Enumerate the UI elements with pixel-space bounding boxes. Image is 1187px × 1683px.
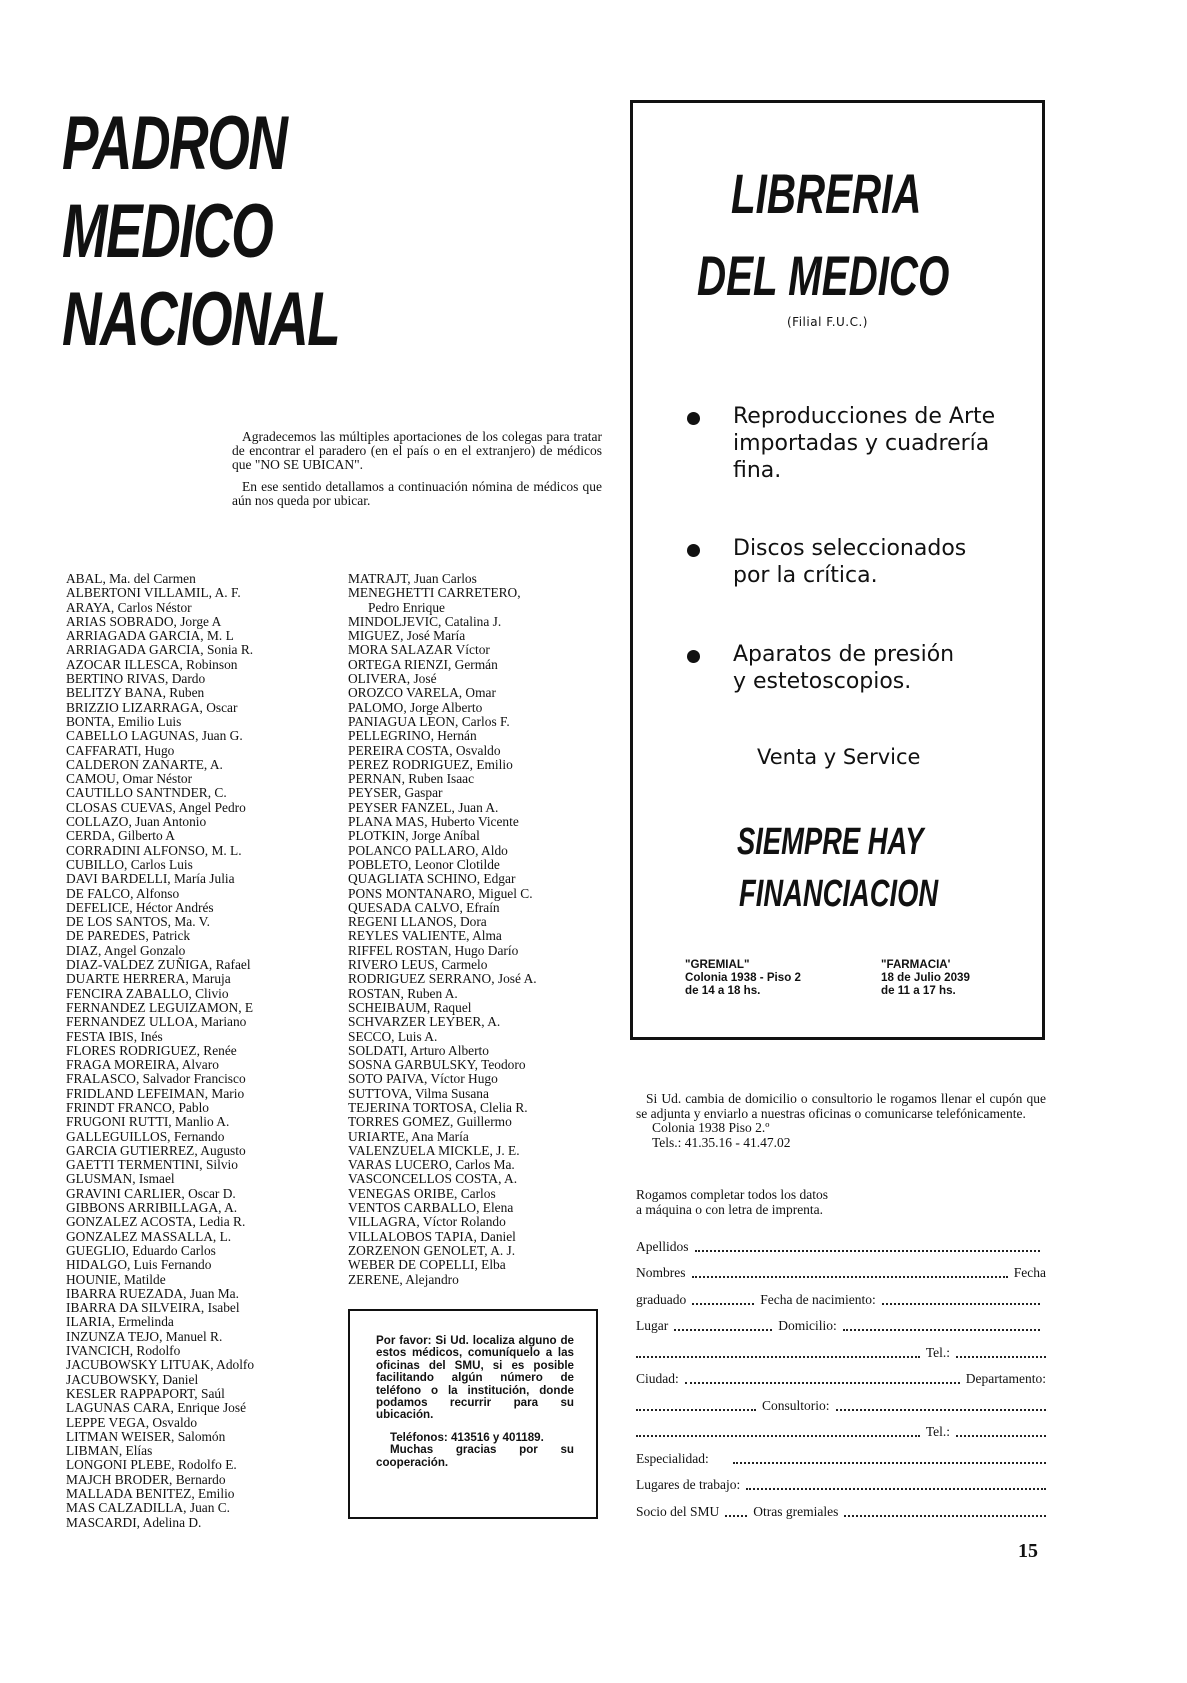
form-row-nombres — [636, 1263, 1046, 1281]
name-entry: ABAL, Ma. del Carmen — [66, 571, 196, 586]
intro-paragraph-1: Agradecemos las múltiples aportaciones de los colegas para tratar de encontrar el paradero (en el país o en el extranjero) de médicos que "NO SE UBICAN". — [232, 429, 602, 472]
name-entry: GONZALEZ MASSALLA, L. — [66, 1228, 232, 1244]
form-row-graduado — [636, 1290, 1046, 1308]
title-line-2: MEDICO — [62, 189, 273, 274]
name-entry: GUEGLIO, Eduardo Carlos — [66, 1242, 216, 1258]
name-entry: WEBER DE COPELLI, Elba — [348, 1257, 506, 1273]
name-entry: VASCONCELLOS COSTA, A. — [348, 1171, 518, 1187]
name-entry: BONTA, Emilio Luis — [66, 713, 182, 729]
name-entry: FENCIRA ZABALLO, Clivio — [66, 985, 229, 1001]
consultorio-field[interactable] — [836, 1409, 1046, 1411]
name-entry: FRAGA MOREIRA, Alvaro — [66, 1057, 219, 1073]
name-entry: VENEGAS ORIBE, Carlos — [348, 1185, 496, 1201]
form-row-apellidos — [636, 1237, 1046, 1255]
favor-phones: Teléfonos: 413516 y 401189. — [390, 1430, 544, 1444]
form-instructions — [636, 1188, 828, 1217]
advert-title-line-1: LIBRERIA — [731, 162, 922, 225]
name-entry: VENTOS CARBALLO, Elena — [348, 1200, 514, 1216]
name-entry: ORTEGA RIENZI, Germán — [348, 656, 498, 672]
advert-address-gremial — [685, 958, 801, 997]
name-entry: ILARIA, Ermelinda — [66, 1314, 174, 1330]
domicilio-label: Domicilio: — [778, 1318, 837, 1333]
name-entry: CERDA, Gilberto A — [66, 828, 175, 844]
bullet-text: Discos seleccionados por la crítica. — [733, 536, 967, 588]
name-entry: HOUNIE, Matilde — [66, 1271, 166, 1287]
name-entry: MINDOLJEVIC, Catalina J. — [348, 613, 502, 629]
consultorio-tel-label: Tel.: — [925, 1424, 950, 1439]
form-row-consultorio-tel — [636, 1422, 1046, 1440]
name-entry: ARAYA, Carlos Néstor — [66, 599, 192, 615]
name-entry: FRUGONI RUTTI, Manlio A. — [66, 1114, 230, 1130]
name-entry: OLIVERA, José — [348, 671, 437, 687]
consultorio-label: Consultorio: — [762, 1398, 830, 1413]
form-row-consultorio — [636, 1396, 1046, 1414]
name-entry: FESTA IBIS, Inés — [66, 1028, 163, 1044]
tel-field[interactable] — [956, 1356, 1046, 1358]
name-entry: TORRES GOMEZ, Guillermo — [348, 1114, 512, 1130]
names-list-left — [66, 572, 254, 1530]
name-entry: BERTINO RIVAS, Dardo — [66, 671, 206, 687]
address-line: 18 de Julio 2039 — [881, 971, 970, 984]
name-entry: VARAS LUCERO, Carlos Ma. — [348, 1157, 515, 1173]
fecha-graduado-field[interactable] — [692, 1303, 754, 1305]
domicilio-field[interactable] — [843, 1329, 1040, 1331]
fecha-nacimiento-label: Fecha de nacimiento: — [760, 1292, 876, 1307]
name-entry: MAS CALZADILLA, Juan C. — [66, 1500, 231, 1516]
name-entry: VILLALOBOS TAPIA, Daniel — [348, 1228, 516, 1244]
lugar-field[interactable] — [674, 1329, 772, 1331]
ciudad-label: Ciudad: — [636, 1371, 679, 1386]
bullet-text: Reproducciones de Arte importadas y cuadrería fina. — [733, 404, 996, 483]
name-entry: DE LOS SANTOS, Ma. V. — [66, 914, 210, 930]
name-entry: MATRAJT, Juan Carlos — [348, 571, 477, 586]
form-row-ciudad — [636, 1369, 1046, 1387]
address-line: "GREMIAL" — [685, 958, 750, 971]
ciudad-field[interactable] — [685, 1382, 960, 1384]
form-row-domicilio-tel — [636, 1343, 1046, 1361]
name-entry: COLLAZO, Juan Antonio — [66, 814, 207, 830]
name-entry: RIVERO LEUS, Carmelo — [348, 957, 488, 973]
especialidad-label: Especialidad: — [636, 1451, 709, 1466]
favor-notice-box — [348, 1309, 598, 1519]
name-entry: ALBERTONI VILLAMIL, A. F. — [66, 585, 241, 601]
bullet-dot-icon — [687, 412, 700, 425]
name-entry: PLANA MAS, Huberto Vicente — [348, 814, 519, 830]
name-entry: CLOSAS CUEVAS, Angel Pedro — [66, 799, 246, 815]
name-entry: TEJERINA TORTOSA, Clelia R. — [348, 1099, 528, 1115]
name-entry: VILLAGRA, Víctor Rolando — [348, 1214, 506, 1230]
title-line-1: PADRON — [62, 101, 287, 186]
lugares-trabajo-label: Lugares de trabajo: — [636, 1477, 741, 1492]
otras-gremiales-label: Otras gremiales — [753, 1504, 839, 1519]
change-of-address-notice — [636, 1092, 1046, 1150]
name-entry: Pedro Enrique — [368, 599, 445, 615]
advert-address-farmacia — [881, 958, 970, 997]
form-row-lugar — [636, 1316, 1046, 1334]
name-entry: PLOTKIN, Jorge Aníbal — [348, 828, 480, 844]
name-entry: GONZALEZ ACOSTA, Ledia R. — [66, 1214, 246, 1230]
name-entry: LITMAN WEISER, Salomón — [66, 1428, 226, 1444]
name-entry: DEFELICE, Héctor Andrés — [66, 899, 214, 915]
nombres-field[interactable] — [692, 1276, 1008, 1278]
advert-service: Venta y Service — [757, 745, 921, 769]
name-entry: VALENZUELA MICKLE, J. E. — [348, 1142, 520, 1158]
advert-slogan-line-2: FINANCIACION — [739, 873, 939, 915]
name-entry: JACUBOWSKY LITUAK, Adolfo — [66, 1357, 255, 1373]
name-entry: FRIDLAND LEFEIMAN, Mario — [66, 1085, 245, 1101]
name-entry: GAETTI TERMENTINI, Silvio — [66, 1157, 238, 1173]
consultorio-tel-field[interactable] — [956, 1435, 1046, 1437]
name-entry: SCHEIBAUM, Raquel — [348, 999, 472, 1015]
name-entry: FRINDT FRANCO, Pablo — [66, 1099, 209, 1115]
name-entry: GARCIA GUTIERREZ, Augusto — [66, 1142, 246, 1158]
fecha-label: Fecha — [1013, 1265, 1046, 1280]
form-row-especialidad — [636, 1449, 1046, 1467]
name-entry: IBARRA DA SILVEIRA, Isabel — [66, 1300, 240, 1316]
name-entry: MASCARDI, Adelina D. — [66, 1514, 202, 1530]
name-entry: SOSNA GARBULSKY, Teodoro — [348, 1057, 526, 1073]
advert-subtitle: (Filial F.U.C.) — [787, 315, 868, 329]
name-entry: MIGUEZ, José María — [348, 628, 466, 644]
name-entry: ZORZENON GENOLET, A. J. — [348, 1242, 516, 1258]
name-entry: IVANCICH, Rodolfo — [66, 1343, 181, 1359]
name-entry: DUARTE HERRERA, Maruja — [66, 971, 231, 987]
name-entry: DAVI BARDELLI, María Julia — [66, 871, 235, 887]
favor-text: Por favor: Si Ud. localiza alguno de estos médicos, comuníquelo a las oficinas del SMU, si es posible facilitando algún número de teléfono o la institución, donde podamos recurrir para su ubicación. — [376, 1334, 574, 1422]
address-line: Colonia 1938 - Piso 2 — [685, 971, 801, 984]
name-entry: FRALASCO, Salvador Francisco — [66, 1071, 246, 1087]
name-entry: CUBILLO, Carlos Luis — [66, 856, 193, 872]
favor-thanks: Muchas gracias por su cooperación. — [376, 1443, 574, 1469]
name-entry: GALLEGUILLOS, Fernando — [66, 1128, 225, 1144]
name-entry: CORRADINI ALFONSO, M. L. — [66, 842, 242, 858]
name-entry: MALLADA BENITEZ, Emilio — [66, 1486, 235, 1501]
name-entry: KESLER RAPPAPORT, Saúl — [66, 1385, 225, 1401]
name-entry: DE FALCO, Alfonso — [66, 885, 180, 901]
name-entry: PEREZ RODRIGUEZ, Emilio — [348, 756, 513, 772]
name-entry: CAFFARATI, Hugo — [66, 742, 175, 758]
name-entry: QUESADA CALVO, Efraín — [348, 899, 500, 915]
name-entry: ZERENE, Alejandro — [348, 1271, 459, 1287]
apellidos-field[interactable] — [695, 1250, 1041, 1252]
name-entry: SCHVARZER LEYBER, A. — [348, 1014, 501, 1030]
name-entry: BELITZY BANA, Ruben — [66, 685, 205, 701]
graduado-label: graduado — [636, 1292, 687, 1307]
tel-label: Tel.: — [925, 1345, 950, 1360]
libreria-advert — [630, 100, 1045, 1040]
name-entry: LONGONI PLEBE, Rodolfo E. — [66, 1457, 237, 1473]
otras-gremiales-field[interactable] — [844, 1515, 1046, 1517]
form-row-lugares-trabajo — [636, 1475, 1046, 1493]
advert-slogan-line-1: SIEMPRE HAY — [737, 821, 924, 863]
name-entry: POLANCO PALLARO, Aldo — [348, 842, 508, 858]
name-entry: FERNANDEZ LEGUIZAMON, E — [66, 999, 254, 1015]
name-entry: MAJCH BRODER, Bernardo — [66, 1471, 226, 1487]
lugares-trabajo-field[interactable] — [746, 1488, 1046, 1490]
name-entry: PANIAGUA LEON, Carlos F. — [348, 713, 510, 729]
change-notice-phones: Tels.: 41.35.16 - 41.47.02 — [652, 1134, 791, 1150]
name-entry: QUAGLIATA SCHINO, Edgar — [348, 871, 516, 887]
form-instructions-line-2: a máquina o con letra de imprenta. — [636, 1201, 824, 1217]
name-entry: GRAVINI CARLIER, Oscar D. — [66, 1185, 236, 1201]
name-entry: PALOMO, Jorge Alberto — [348, 699, 483, 715]
name-entry: HIDALGO, Luis Fernando — [66, 1257, 212, 1273]
name-entry: PEREIRA COSTA, Osvaldo — [348, 742, 501, 758]
name-entry: ROSTAN, Ruben A. — [348, 985, 458, 1001]
name-entry: ARIAS SOBRADO, Jorge A — [66, 613, 222, 629]
intro-text — [232, 430, 602, 516]
especialidad-field[interactable] — [733, 1462, 1046, 1464]
name-entry: OROZCO VARELA, Omar — [348, 685, 496, 701]
name-entry: POBLETO, Leonor Clotilde — [348, 856, 500, 872]
name-entry: CAMOU, Omar Néstor — [66, 771, 193, 787]
name-entry: DIAZ, Angel Gonzalo — [66, 942, 186, 958]
bullet-dot-icon — [687, 544, 700, 557]
apellidos-label: Apellidos — [636, 1239, 689, 1254]
name-entry: CALDERON ZANARTE, A. — [66, 756, 223, 772]
bullet-text: Aparatos de presión y estetoscopios. — [733, 642, 955, 694]
name-entry: SUTTOVA, Vilma Susana — [348, 1085, 489, 1101]
name-entry: PELLEGRINO, Hernán — [348, 728, 477, 744]
name-entry: RODRIGUEZ SERRANO, José A. — [348, 971, 537, 987]
name-entry: PONS MONTANARO, Miguel C. — [348, 885, 533, 901]
name-entry: LAGUNAS CARA, Enrique José — [66, 1400, 247, 1416]
name-entry: IBARRA RUEZADA, Juan Ma. — [66, 1285, 239, 1301]
name-entry: PERNAN, Ruben Isaac — [348, 771, 475, 787]
intro-paragraph-2: En ese sentido detallamos a continuación nómina de médicos que aún nos queda por ubicar. — [232, 479, 602, 508]
name-entry: SOTO PAIVA, Víctor Hugo — [348, 1071, 498, 1087]
page-number: 15 — [1018, 1540, 1038, 1562]
socio-label: Socio del SMU — [636, 1504, 720, 1519]
title-line-3: NACIONAL — [62, 277, 340, 362]
nombres-label: Nombres — [636, 1265, 686, 1280]
name-entry: PEYSER FANZEL, Juan A. — [348, 799, 499, 815]
page-title — [62, 100, 447, 364]
name-entry: LEPPE VEGA, Osvaldo — [66, 1414, 198, 1430]
departamento-field[interactable] — [636, 1409, 756, 1411]
advert-title-line-2: DEL MEDICO — [697, 244, 950, 307]
name-entry: JACUBOWSKY, Daniel — [66, 1371, 199, 1387]
name-entry: AZOCAR ILLESCA, Robinson — [66, 656, 238, 672]
name-entry: LIBMAN, Elías — [66, 1443, 153, 1459]
name-entry: MENEGHETTI CARRETERO, — [348, 585, 521, 601]
name-entry: MORA SALAZAR Víctor — [348, 642, 490, 658]
bullet-dot-icon — [687, 650, 700, 663]
socio-field[interactable] — [725, 1515, 747, 1517]
address-line: de 11 a 17 hs. — [881, 984, 956, 997]
consultorio-cont-field[interactable] — [636, 1435, 920, 1437]
name-entry: ARRIAGADA GARCIA, M. L — [66, 628, 234, 644]
change-notice-address: Colonia 1938 Piso 2.º — [652, 1120, 770, 1135]
name-entry: SOLDATI, Arturo Alberto — [348, 1042, 489, 1058]
name-entry: CABELLO LAGUNAS, Juan G. — [66, 728, 243, 744]
name-entry: ARRIAGADA GARCIA, Sonia R. — [66, 642, 254, 658]
name-entry: DE PAREDES, Patrick — [66, 928, 191, 944]
name-entry: FLORES RODRIGUEZ, Renée — [66, 1042, 237, 1058]
name-entry: FERNANDEZ ULLOA, Mariano — [66, 1014, 247, 1030]
name-entry: PEYSER, Gaspar — [348, 785, 443, 801]
names-list-right — [348, 572, 537, 1287]
name-entry: INZUNZA TEJO, Manuel R. — [66, 1328, 223, 1344]
name-entry: RIFFEL ROSTAN, Hugo Darío — [348, 942, 519, 958]
name-entry: CAUTILLO SANTNDER, C. — [66, 785, 227, 801]
departamento-label: Departamento: — [965, 1371, 1046, 1386]
name-entry: REYLES VALIENTE, Alma — [348, 928, 502, 944]
change-notice-text: Si Ud. cambia de domicilio o consultorio le rogamos llenar el cupón que se adjunta y enviarlo a nuestras oficinas o comunicarse telefónicamente. — [636, 1091, 1046, 1121]
form-row-socio — [636, 1502, 1046, 1520]
name-entry: GIBBONS ARRIBILLAGA, A. — [66, 1200, 238, 1216]
form-instructions-line-1: Rogamos completar todos los datos — [636, 1187, 828, 1202]
domicilio-cont-field[interactable] — [636, 1356, 920, 1358]
address-line: de 14 a 18 hs. — [685, 984, 761, 997]
name-entry: GLUSMAN, Ismael — [66, 1171, 175, 1187]
name-entry: URIARTE, Ana María — [348, 1128, 469, 1144]
address-line: "FARMACIA' — [881, 958, 951, 971]
name-entry: REGENI LLANOS, Dora — [348, 914, 487, 930]
fecha-nacimiento-field[interactable] — [882, 1303, 1040, 1305]
lugar-label: Lugar — [636, 1318, 669, 1333]
name-entry: BRIZZIO LIZARRAGA, Oscar — [66, 699, 238, 715]
name-entry: DIAZ-VALDEZ ZUÑIGA, Rafael — [66, 957, 251, 973]
name-entry: SECCO, Luis A. — [348, 1028, 438, 1044]
